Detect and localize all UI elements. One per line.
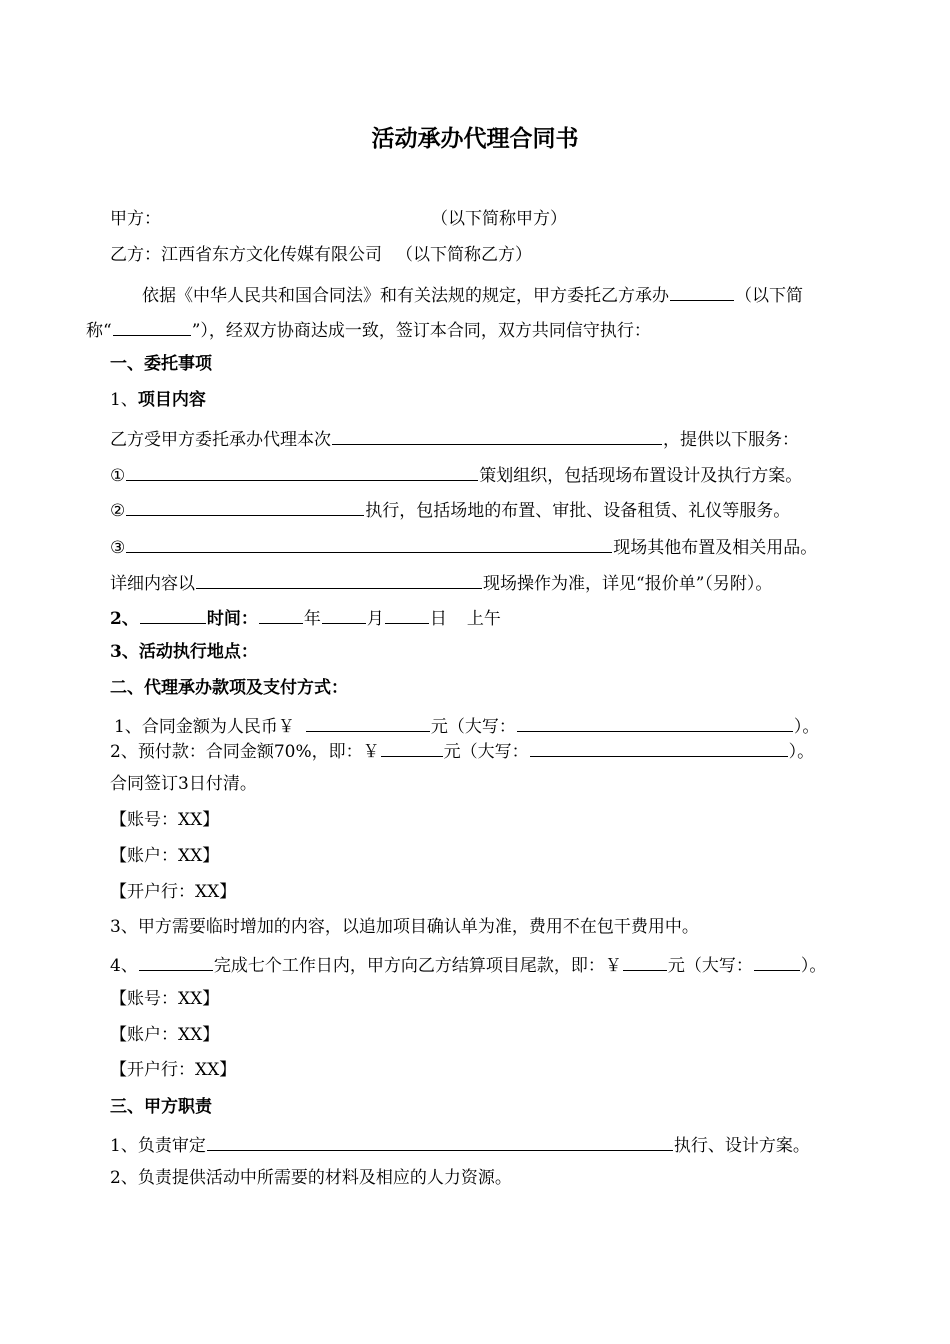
account-number-2: 【账号：XX】 <box>110 989 220 1009</box>
day-label: 日 <box>429 609 447 629</box>
duty-1 <box>110 1131 810 1158</box>
time-line <box>110 604 501 631</box>
payment-1-text-c: ）。 <box>793 717 820 737</box>
content-2-blank <box>126 496 364 516</box>
payment-1-text-a: 1、合同金额为人民币￥ <box>114 717 295 737</box>
party-a-note: （以下简称甲方） <box>431 209 567 229</box>
item1-heading <box>110 388 206 412</box>
payment-2 <box>110 737 814 764</box>
duty-1-text-a: 1、负责审定 <box>110 1136 206 1156</box>
section2-heading: 二、代理承办款项及支付方式： <box>110 678 348 698</box>
party-a-label: 甲方： <box>110 209 161 229</box>
payment-4-words-blank <box>754 951 800 971</box>
content-3-num: ③ <box>110 538 126 558</box>
payment-4-blank <box>139 951 213 971</box>
month-blank <box>322 604 366 624</box>
intro-line-2 <box>86 316 651 343</box>
item1-title: 项目内容 <box>137 390 206 410</box>
payment-4-text-c: 元（大写： <box>667 956 753 976</box>
content-3-text: 现场其他布置及相关用品。 <box>613 538 818 558</box>
time-num: 2、 <box>110 609 139 629</box>
payment-4-amount-blank <box>623 951 667 971</box>
content-item-1 <box>110 461 802 488</box>
day-blank <box>385 604 429 624</box>
payment-2-text-c: ）。 <box>788 742 815 762</box>
payment-2-text-a: 2、预付款：合同金额70%，即：￥ <box>110 742 380 762</box>
intro-text-2b: ”），经双方协商达成一致，签订本合同，双方共同信守执行： <box>191 321 651 341</box>
payment-1-words-blank <box>517 712 793 732</box>
payment-4 <box>110 951 826 978</box>
payment-4-text-b: 完成七个工作日内，甲方向乙方结算项目尾款，即：￥ <box>213 956 622 976</box>
intro-text-2a: 称“ <box>86 321 112 341</box>
service-blank <box>332 425 662 445</box>
content-1-num: ① <box>110 466 126 486</box>
duty-2: 2、负责提供活动中所需要的材料及相应的人力资源。 <box>110 1168 512 1188</box>
detail-line <box>110 569 772 596</box>
account-holder-1: 【账户：XX】 <box>110 846 220 866</box>
document-title: 活动承办代理合同书 <box>371 125 579 152</box>
party-b-line <box>110 243 532 267</box>
service-line <box>110 425 799 452</box>
account-holder-2: 【账户：XX】 <box>110 1025 220 1045</box>
payment-1 <box>114 712 819 739</box>
party-a-line <box>110 207 567 231</box>
content-item-2 <box>110 496 790 523</box>
content-3-blank <box>126 533 612 553</box>
intro-line-1 <box>142 281 803 308</box>
place-line: 3、活动执行地点： <box>110 642 258 662</box>
party-b-note: （以下简称乙方） <box>396 245 532 265</box>
duty-1-blank <box>207 1131 673 1151</box>
intro-blank-2 <box>113 316 191 336</box>
year-label: 年 <box>303 609 321 629</box>
section1-heading: 一、委托事项 <box>110 354 212 374</box>
service-text-a: 乙方受甲方委托承办代理本次 <box>110 430 331 450</box>
content-2-text: 执行，包括场地的布置、审批、设备租赁、礼仪等服务。 <box>365 501 791 521</box>
payment-4-text-d: ）。 <box>800 956 827 976</box>
bank-1: 【开户行：XX】 <box>110 882 237 902</box>
payment-4-text-a: 4、 <box>110 956 138 976</box>
content-1-blank <box>126 461 478 481</box>
intro-text-1b: （以下简 <box>735 286 803 306</box>
detail-text-a: 详细内容以 <box>110 574 195 594</box>
content-2-num: ② <box>110 501 126 521</box>
payment-2-text-b: 元（大写： <box>443 742 529 762</box>
duty-1-text-b: 执行、设计方案。 <box>673 1136 810 1156</box>
payment-2-amount-blank <box>381 737 443 757</box>
service-text-b: ，提供以下服务： <box>663 430 799 450</box>
detail-text-b: 现场操作为准，详见“报价单”（另附）。 <box>483 574 773 594</box>
intro-text-1a: 依据《中华人民共和国合同法》和有关法规的规定，甲方委托乙方承办 <box>142 286 669 306</box>
time-blank <box>140 604 206 624</box>
year-blank <box>259 604 303 624</box>
payment-3: 3、甲方需要临时增加的内容，以追加项目确认单为准，费用不在包干费用中。 <box>110 917 699 937</box>
payment-1-amount-blank <box>306 712 430 732</box>
noon-label: 上午 <box>466 609 501 629</box>
payment-2-note: 合同签订3日付清。 <box>110 774 257 794</box>
bank-2: 【开户行：XX】 <box>110 1060 237 1080</box>
party-b-label: 乙方：江西省东方文化传媒有限公司 <box>110 245 382 265</box>
intro-blank-1 <box>670 281 734 301</box>
month-label: 月 <box>366 609 384 629</box>
payment-2-words-blank <box>530 737 788 757</box>
item1-num: 1、 <box>110 390 138 410</box>
content-item-3 <box>110 533 817 560</box>
account-number-1: 【账号：XX】 <box>110 810 220 830</box>
section3-heading: 三、甲方职责 <box>110 1097 212 1117</box>
time-label: 时间： <box>206 609 258 629</box>
payment-1-text-b: 元（大写： <box>430 717 516 737</box>
detail-blank <box>196 569 482 589</box>
content-1-text: 策划组织，包括现场布置设计及执行方案。 <box>479 466 803 486</box>
